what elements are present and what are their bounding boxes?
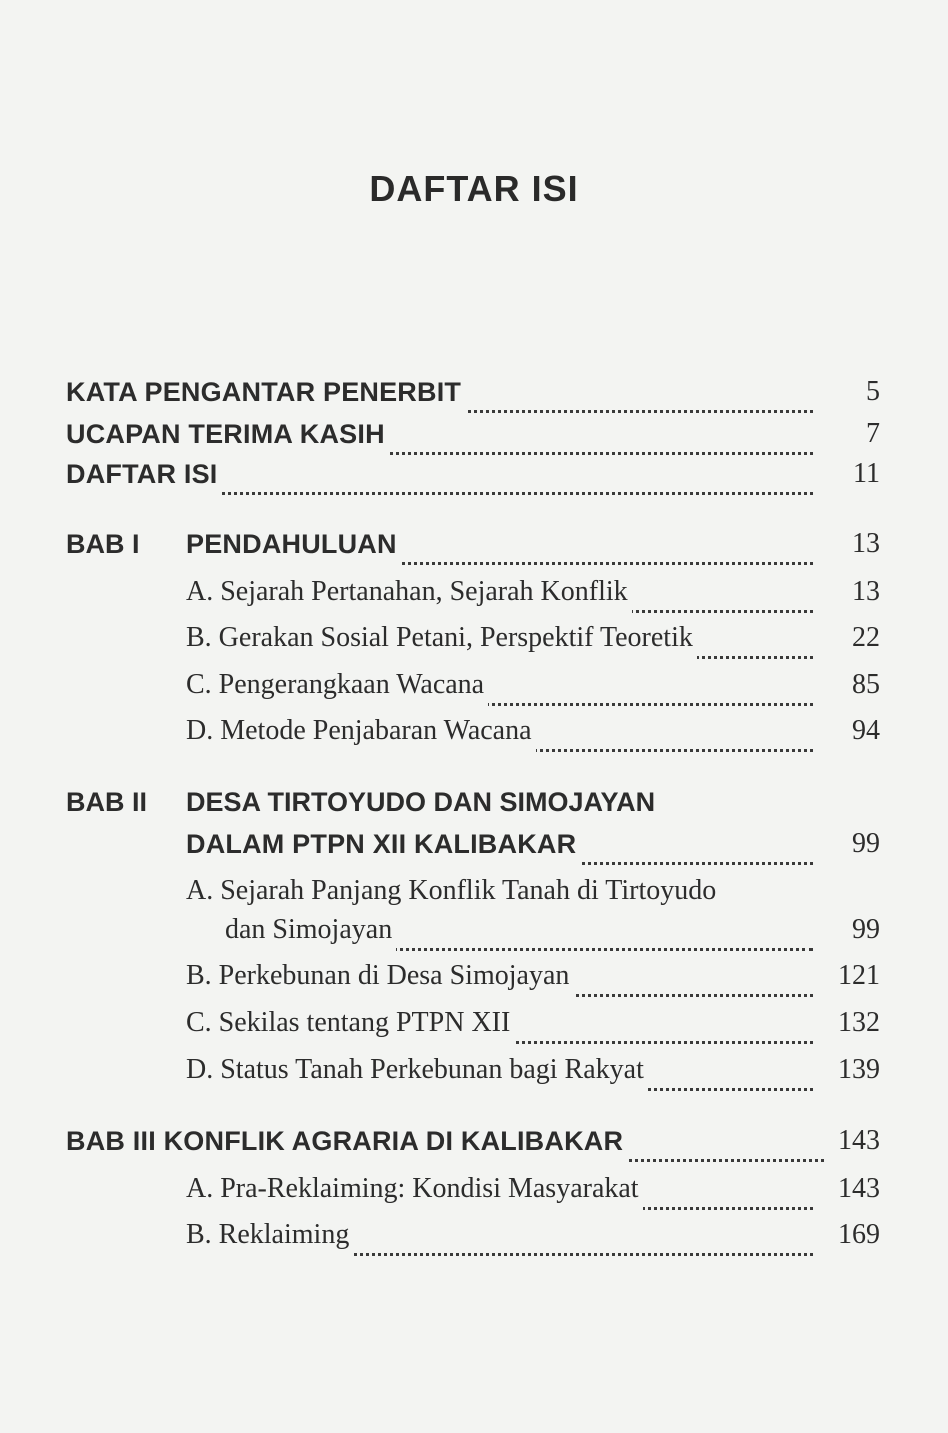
chapter-title-line2: DALAM PTPN XII KALIBAKAR <box>186 822 580 866</box>
entry-page: 121 <box>838 960 880 991</box>
entry-page: 94 <box>852 715 880 746</box>
entry-label: DAFTAR ISI <box>66 452 222 496</box>
toc-entry <box>0 570 948 614</box>
chapter-heading-continued <box>0 822 948 866</box>
toc-entry-continued <box>0 908 948 952</box>
entry-page: 99 <box>852 828 880 859</box>
page-title: DAFTAR ISI <box>369 168 579 209</box>
toc-entry <box>0 452 948 496</box>
entry-label: UCAPAN TERIMA KASIH <box>66 412 389 456</box>
chapter-title: DESA TIRTOYUDO DAN SIMOJAYAN <box>186 787 656 817</box>
entry-page: 13 <box>852 576 880 607</box>
entry-label: C. Pengerangkaan Wacana <box>186 663 488 707</box>
entry-page: 7 <box>866 418 880 449</box>
entry-label: KATA PENGANTAR PENERBIT <box>66 370 465 414</box>
entry-page: 22 <box>852 622 880 653</box>
entry-page: 85 <box>852 669 880 700</box>
entry-page: 132 <box>838 1007 880 1038</box>
toc-entry <box>0 616 948 660</box>
entry-page: 11 <box>853 458 880 489</box>
entry-page: 139 <box>838 1054 880 1085</box>
toc-entry <box>0 709 948 753</box>
toc-entry <box>0 1167 948 1211</box>
entry-page: 143 <box>838 1125 880 1156</box>
toc-entry <box>0 1213 948 1257</box>
entry-page: 143 <box>838 1173 880 1204</box>
chapter-heading <box>0 1119 948 1163</box>
entry-label: D. Status Tanah Perkebunan bagi Rakyat <box>186 1048 648 1092</box>
chapter-number: BAB II <box>66 787 147 817</box>
entry-label: A. Sejarah Pertanahan, Sejarah Konflik <box>186 570 632 614</box>
entry-label: B. Gerakan Sosial Petani, Perspektif Teoretik <box>186 616 697 660</box>
entry-label-line2: dan Simojayan <box>225 908 396 952</box>
entry-label: B. Perkebunan di Desa Simojayan <box>186 954 573 998</box>
chapter-heading <box>0 522 948 566</box>
toc-entry <box>0 663 948 707</box>
entry-label: D. Metode Penjabaran Wacana <box>186 709 536 753</box>
entry-page: 5 <box>866 376 880 407</box>
toc-entry <box>0 1048 948 1092</box>
toc-entry <box>0 1001 948 1045</box>
chapter-title: BAB III KONFLIK AGRARIA DI KALIBAKAR <box>66 1119 627 1163</box>
entry-label: C. Sekilas tentang PTPN XII <box>186 1001 514 1045</box>
entry-page: 99 <box>852 914 880 945</box>
entry-page: 13 <box>852 528 880 559</box>
entry-label: A. Sejarah Panjang Konflik Tanah di Tirtoyudo <box>186 875 717 906</box>
entry-page: 169 <box>838 1219 880 1250</box>
chapter-number: BAB I <box>66 529 140 559</box>
entry-label: B. Reklaiming <box>186 1213 353 1257</box>
toc-entry <box>0 954 948 998</box>
chapter-title: PENDAHULUAN <box>186 522 401 566</box>
entry-label: A. Pra-Reklaiming: Kondisi Masyarakat <box>186 1167 643 1211</box>
